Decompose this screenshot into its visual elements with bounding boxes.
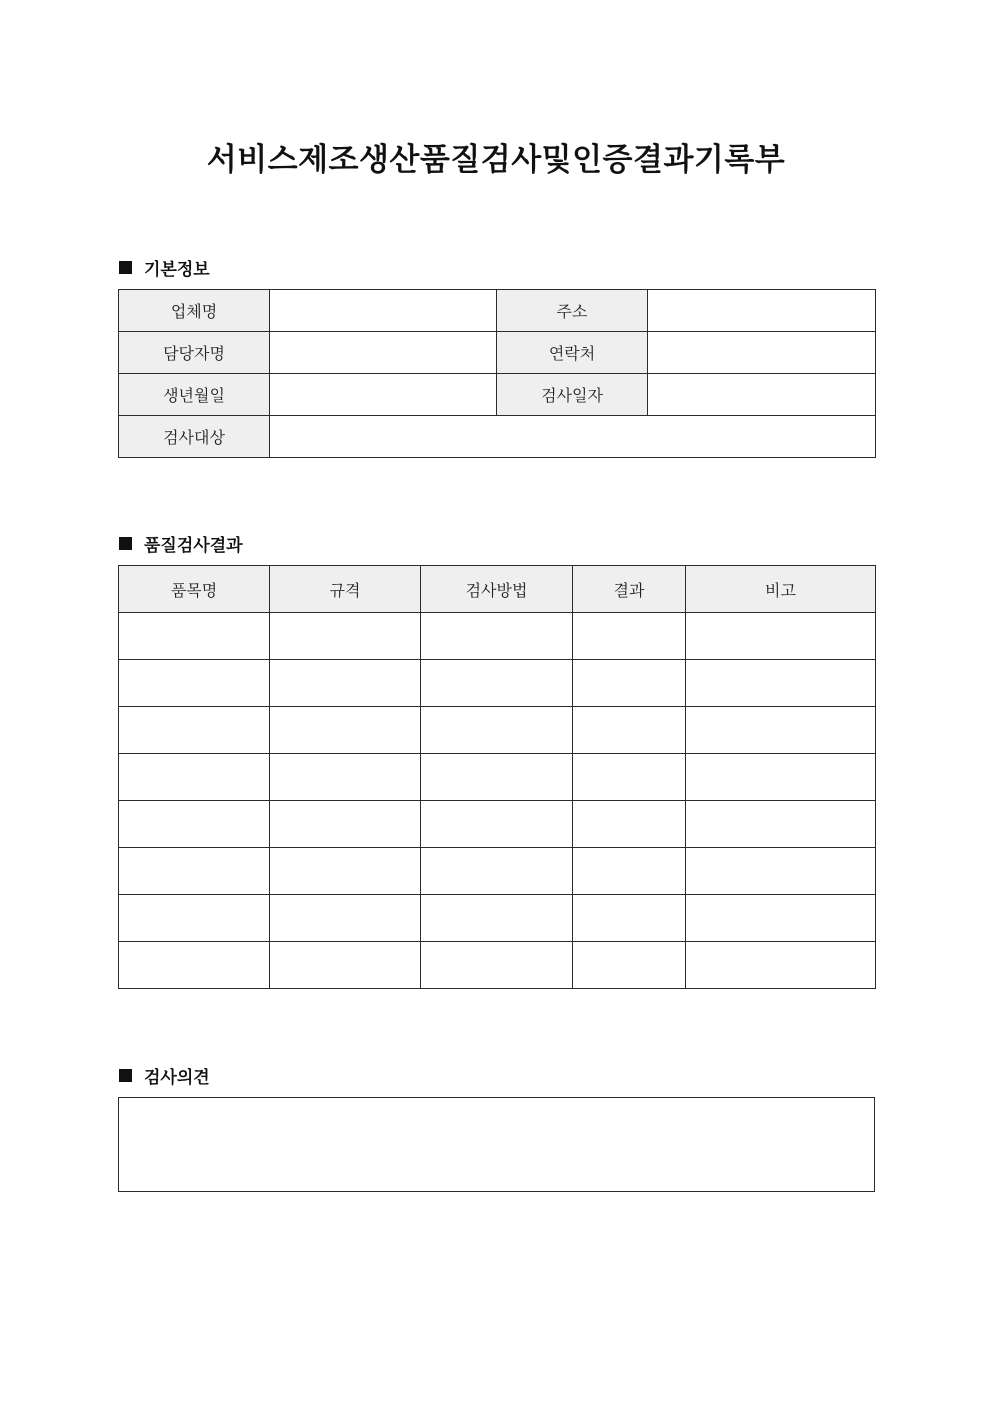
table-row	[119, 332, 876, 374]
table-cell[interactable]	[119, 801, 270, 848]
opinion-field[interactable]	[118, 1097, 875, 1192]
table-row	[119, 942, 876, 989]
table-header-row	[119, 566, 876, 613]
section-heading-label: 기본정보	[144, 260, 210, 280]
column-header-spec: 규격	[270, 566, 421, 613]
table-cell[interactable]	[270, 801, 421, 848]
column-header-result: 결과	[573, 566, 686, 613]
page-title: 서비스제조생산품질검사및인증결과기록부	[206, 142, 786, 178]
table-cell[interactable]	[421, 660, 573, 707]
table-cell[interactable]	[686, 848, 876, 895]
table-row	[119, 613, 876, 660]
table-cell[interactable]	[119, 895, 270, 942]
section-heading-label: 검사의견	[144, 1068, 210, 1088]
table-cell[interactable]	[573, 707, 686, 754]
table-cell[interactable]	[119, 707, 270, 754]
basic-info-table	[118, 289, 876, 458]
table-cell[interactable]	[573, 895, 686, 942]
inspection-target-label: 검사대상	[119, 416, 270, 458]
table-cell[interactable]	[573, 660, 686, 707]
table-row	[119, 895, 876, 942]
section-heading-basic-info	[119, 255, 210, 280]
table-row	[119, 754, 876, 801]
table-cell[interactable]	[270, 848, 421, 895]
table-cell[interactable]	[421, 895, 573, 942]
table-cell[interactable]	[421, 942, 573, 989]
quality-results-table	[118, 565, 876, 989]
table-cell[interactable]	[119, 660, 270, 707]
table-cell[interactable]	[270, 754, 421, 801]
table-cell[interactable]	[573, 613, 686, 660]
table-cell[interactable]	[686, 895, 876, 942]
square-bullet-icon	[119, 537, 132, 550]
table-cell[interactable]	[421, 754, 573, 801]
section-heading-quality-results	[119, 531, 243, 556]
inspection-date-field[interactable]	[648, 374, 876, 416]
birthdate-label: 생년월일	[119, 374, 270, 416]
table-cell[interactable]	[421, 801, 573, 848]
column-header-remarks: 비고	[686, 566, 876, 613]
inspection-date-label: 검사일자	[497, 374, 648, 416]
table-cell[interactable]	[421, 613, 573, 660]
table-cell[interactable]	[686, 801, 876, 848]
table-cell[interactable]	[573, 942, 686, 989]
table-cell[interactable]	[686, 707, 876, 754]
table-row	[119, 660, 876, 707]
table-cell[interactable]	[573, 848, 686, 895]
square-bullet-icon	[119, 1069, 132, 1082]
company-field[interactable]	[270, 290, 497, 332]
table-cell[interactable]	[119, 848, 270, 895]
table-cell[interactable]	[119, 613, 270, 660]
table-cell[interactable]	[573, 754, 686, 801]
table-cell[interactable]	[421, 707, 573, 754]
column-header-method: 검사방법	[421, 566, 573, 613]
table-row	[119, 848, 876, 895]
company-label: 업체명	[119, 290, 270, 332]
section-heading-label: 품질검사결과	[144, 536, 243, 556]
table-cell[interactable]	[270, 895, 421, 942]
address-field[interactable]	[648, 290, 876, 332]
table-cell[interactable]	[270, 942, 421, 989]
table-cell[interactable]	[270, 707, 421, 754]
section-heading-opinion	[119, 1063, 210, 1088]
table-cell[interactable]	[686, 613, 876, 660]
table-row	[119, 416, 876, 458]
contact-field[interactable]	[648, 332, 876, 374]
manager-field[interactable]	[270, 332, 497, 374]
inspection-target-field[interactable]	[270, 416, 876, 458]
table-cell[interactable]	[573, 801, 686, 848]
table-cell[interactable]	[686, 942, 876, 989]
table-cell[interactable]	[686, 660, 876, 707]
table-row	[119, 374, 876, 416]
table-cell[interactable]	[421, 848, 573, 895]
table-row	[119, 707, 876, 754]
table-row	[119, 801, 876, 848]
manager-label: 담당자명	[119, 332, 270, 374]
table-cell[interactable]	[270, 660, 421, 707]
table-cell[interactable]	[686, 754, 876, 801]
contact-label: 연락처	[497, 332, 648, 374]
birthdate-field[interactable]	[270, 374, 497, 416]
table-row	[119, 290, 876, 332]
address-label: 주소	[497, 290, 648, 332]
column-header-item-name: 품목명	[119, 566, 270, 613]
square-bullet-icon	[119, 261, 132, 274]
table-cell[interactable]	[270, 613, 421, 660]
table-cell[interactable]	[119, 942, 270, 989]
table-cell[interactable]	[119, 754, 270, 801]
